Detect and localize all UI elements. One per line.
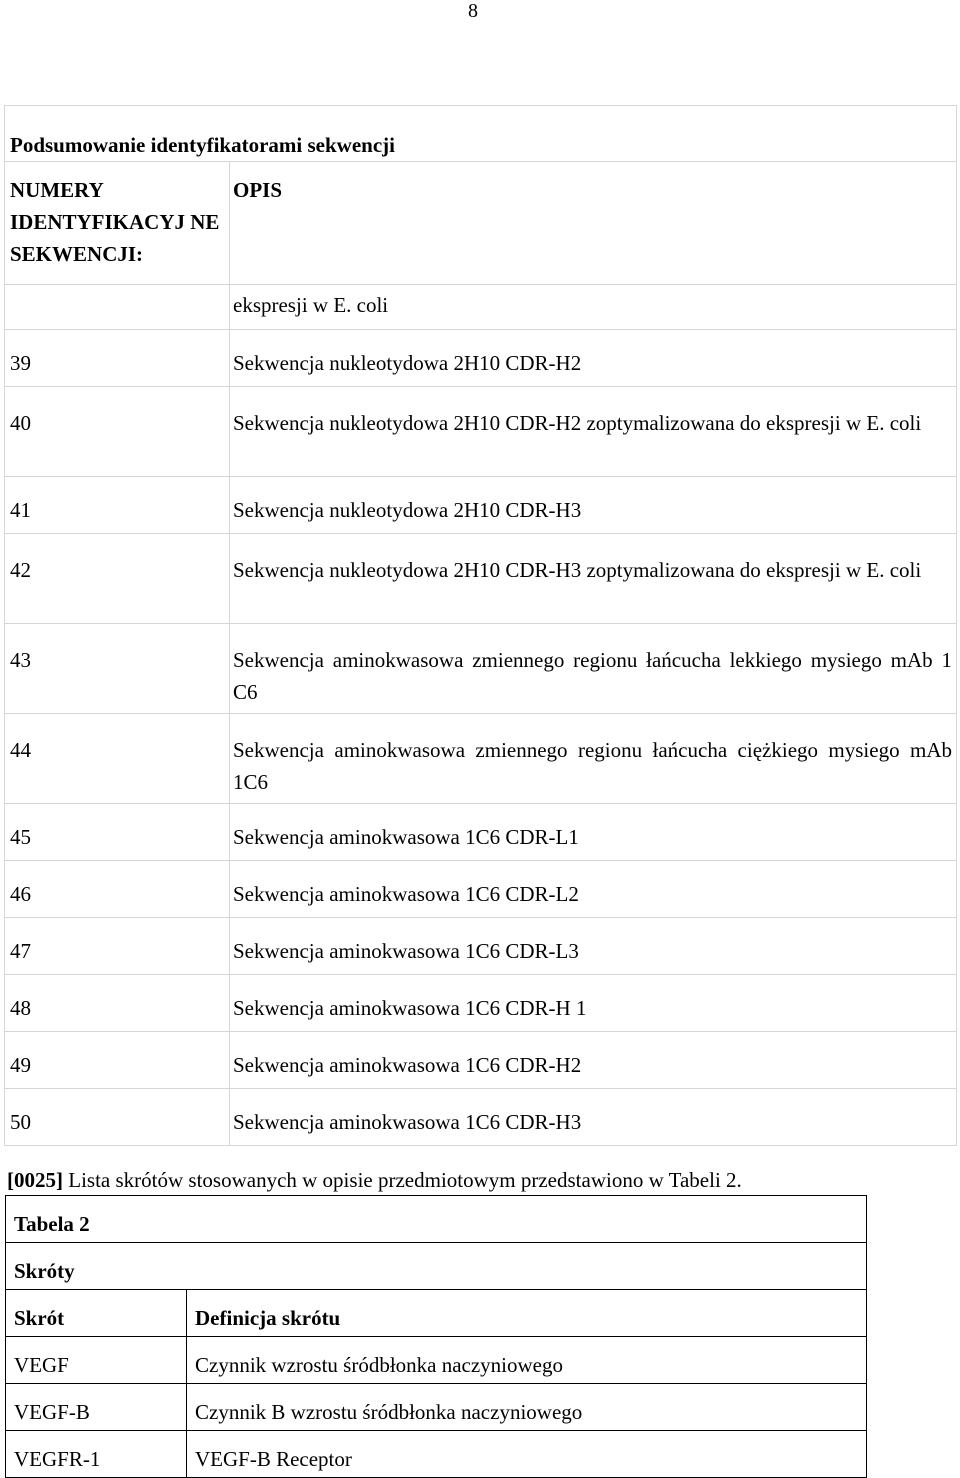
table-row [5,624,957,714]
table-row [5,387,957,477]
table-row [5,1032,957,1089]
table-header-row [5,162,957,285]
header-id-column: NUMERY IDENTYFIKACYJ NE SEKWENCJI: [5,162,230,285]
seq-id: 42 [5,534,230,624]
table-row [5,330,957,387]
table-row [6,1337,867,1384]
continuation-row [5,285,957,330]
table-row [5,861,957,918]
seq-description: Sekwencja aminokwasowa zmiennego regionu łańcucha ciężkiego mysiego mAb 1C6 [230,714,957,804]
sequence-id-table [4,105,957,1146]
seq-description: Sekwencja nukleotydowa 2H10 CDR-H2 [230,330,957,387]
seq-description: Sekwencja aminokwasowa 1C6 CDR-H 1 [230,975,957,1032]
header-description-column: OPIS [230,162,957,285]
header-definition: Definicja skrótu [187,1290,867,1337]
seq-id: 44 [5,714,230,804]
seq-id: 45 [5,804,230,861]
definition: VEGF-B Receptor [187,1431,867,1478]
continuation-text: ekspresji w E. coli [230,285,957,330]
seq-description: Sekwencja nukleotydowa 2H10 CDR-H3 zoptymalizowana do ekspresji w E. coli [230,534,957,624]
seq-id: 47 [5,918,230,975]
table-subtitle: Skróty [6,1243,867,1290]
seq-id: 49 [5,1032,230,1089]
abbreviations-table [5,1195,867,1478]
seq-id: 48 [5,975,230,1032]
table-caption: Tabela 2 [6,1196,867,1243]
table-row [6,1431,867,1478]
seq-id: 40 [5,387,230,477]
table-header-row [6,1290,867,1337]
table-row [5,534,957,624]
abbreviation: VEGF-B [6,1384,187,1431]
table-row [5,804,957,861]
paragraph-marker: [0025] [7,1168,63,1192]
table-row [5,477,957,534]
seq-description: Sekwencja nukleotydowa 2H10 CDR-H2 zoptymalizowana do ekspresji w E. coli [230,387,957,477]
page-number: 8 [468,0,478,22]
table-row [5,918,957,975]
table-row [5,975,957,1032]
table-title: Podsumowanie identyfikatorami sekwencji [5,106,957,162]
paragraph-text: Lista skrótów stosowanych w opisie przedmiotowym przedstawiono w Tabeli 2. [63,1168,742,1192]
seq-id: 46 [5,861,230,918]
abbreviation: VEGFR-1 [6,1431,187,1478]
continuation-id-cell [5,285,230,330]
seq-description: Sekwencja aminokwasowa zmiennego regionu łańcucha lekkiego mysiego mAb 1 C6 [230,624,957,714]
seq-description: Sekwencja aminokwasowa 1C6 CDR-H3 [230,1089,957,1146]
seq-description: Sekwencja aminokwasowa 1C6 CDR-H2 [230,1032,957,1089]
header-abbreviation: Skrót [6,1290,187,1337]
table-row [5,1089,957,1146]
definition: Czynnik wzrostu śródbłonka naczyniowego [187,1337,867,1384]
abbreviation: VEGF [6,1337,187,1384]
paragraph [7,1165,742,1195]
seq-description: Sekwencja aminokwasowa 1C6 CDR-L2 [230,861,957,918]
seq-id: 50 [5,1089,230,1146]
seq-id: 41 [5,477,230,534]
seq-id: 43 [5,624,230,714]
table-row [5,714,957,804]
seq-description: Sekwencja aminokwasowa 1C6 CDR-L1 [230,804,957,861]
seq-description: Sekwencja aminokwasowa 1C6 CDR-L3 [230,918,957,975]
seq-id: 39 [5,330,230,387]
seq-description: Sekwencja nukleotydowa 2H10 CDR-H3 [230,477,957,534]
table-row [6,1384,867,1431]
definition: Czynnik B wzrostu śródbłonka naczyniowego [187,1384,867,1431]
